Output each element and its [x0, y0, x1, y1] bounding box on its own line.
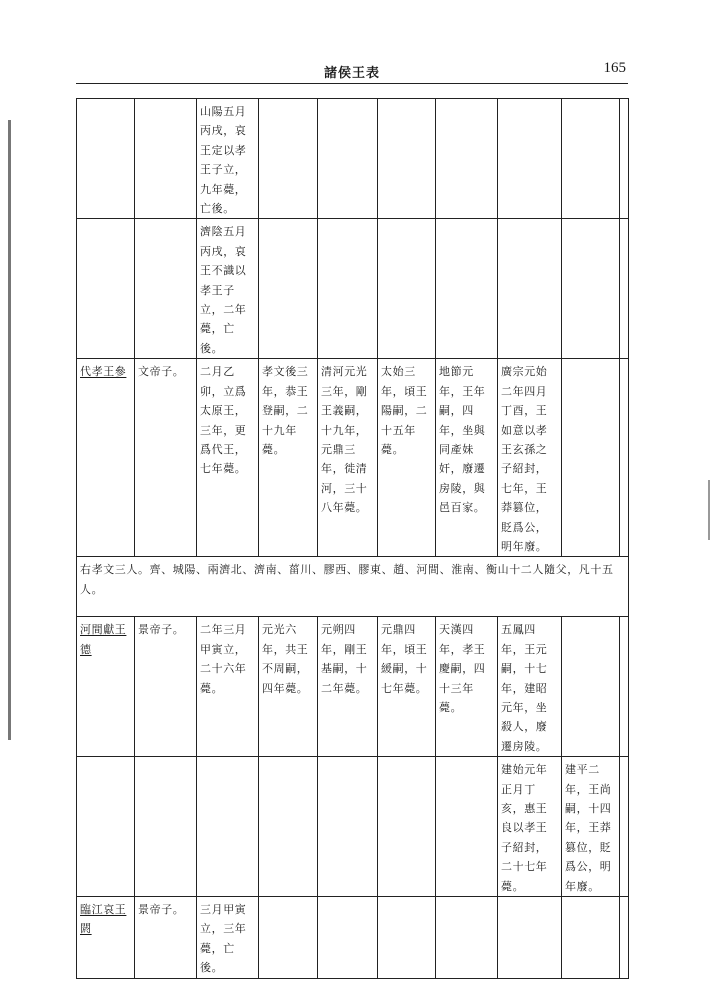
table-cell: 三月甲寅立，三年薨，亡後。 [197, 897, 259, 979]
table-cell [318, 219, 378, 359]
page-header [76, 58, 628, 86]
table-cell: 五鳳四年，王元嗣，十七年，建昭元年，坐殺人，廢遷房陵。 [498, 617, 562, 757]
table-cell: 元鼎四年，頃王緩嗣，十七年薨。 [378, 617, 436, 757]
table-cell [259, 897, 318, 979]
table-cell: 清河元光三年，剛王義嗣，十九年，元鼎三年，徙清河，三十八年薨。 [318, 359, 378, 557]
table-cell [77, 757, 135, 897]
table-cell [135, 219, 197, 359]
table-row [77, 99, 629, 219]
genealogy-table [76, 98, 629, 979]
table-cell: 地節元年，王年嗣，四年，坐與同產妹奸，廢遷房陵，與邑百家。 [436, 359, 498, 557]
table-cell [562, 897, 620, 979]
table-cell [259, 219, 318, 359]
table-cell [498, 897, 562, 979]
header-rule [76, 83, 628, 84]
table-cell [77, 99, 135, 219]
summary-note: 右孝文三人。齊、城陽、兩濟北、濟南、菑川、膠西、膠東、趙、河間、淮南、衡山十二人隨父，凡十五人。 [77, 557, 629, 617]
table-cell [197, 757, 259, 897]
table-cell: 元光六年，共王不周嗣，四年薨。 [259, 617, 318, 757]
table-cell: 太始三年，頃王陽嗣，二十五年薨。 [378, 359, 436, 557]
table-cell: 建始元年正月丁亥，惠王良以孝王子紹封，二十七年薨。 [498, 757, 562, 897]
table-cell: 臨江哀王閼 [77, 897, 135, 979]
table-cell: 景帝子。 [135, 897, 197, 979]
table-cell [259, 99, 318, 219]
table-cell [378, 99, 436, 219]
table-cell [620, 99, 629, 219]
table-cell [498, 99, 562, 219]
table-cell: 文帝子。 [135, 359, 197, 557]
table-cell [436, 219, 498, 359]
table-cell [562, 219, 620, 359]
table-cell [498, 219, 562, 359]
table-cell [562, 617, 620, 757]
table-cell [318, 897, 378, 979]
table-cell [135, 757, 197, 897]
binding-mark [708, 480, 710, 540]
table-cell [135, 99, 197, 219]
table-cell: 二年三月甲寅立，二十六年薨。 [197, 617, 259, 757]
table-row [77, 557, 629, 617]
table-cell [378, 219, 436, 359]
table-cell [620, 897, 629, 979]
table-cell [378, 897, 436, 979]
binding-edge [8, 120, 11, 740]
table-cell [378, 757, 436, 897]
table-cell [436, 897, 498, 979]
table-cell [620, 617, 629, 757]
table-row [77, 219, 629, 359]
table-cell [436, 757, 498, 897]
table-cell [436, 99, 498, 219]
table-cell [562, 359, 620, 557]
table-cell [318, 757, 378, 897]
table-cell: 天漢四年，孝王慶嗣，四十三年薨。 [436, 617, 498, 757]
table-cell [620, 757, 629, 897]
table-cell: 代孝王參 [77, 359, 135, 557]
table-cell: 山陽五月丙戌，哀王定以孝王子立，九年薨，亡後。 [197, 99, 259, 219]
table-cell: 廣宗元始二年四月丁酉，王如意以孝王玄孫之子紹封，七年，王莽篡位，貶爲公，明年廢。 [498, 359, 562, 557]
table-cell: 濟陰五月丙戌，哀王不識以孝王子立，二年薨，亡後。 [197, 219, 259, 359]
table-row [77, 617, 629, 757]
page-number: 165 [603, 60, 626, 76]
table-cell: 建平二年，王尚嗣，十四年，王莽篡位，貶爲公，明年廢。 [562, 757, 620, 897]
table-cell [620, 219, 629, 359]
table-cell: 二月乙卯，立爲太原王，三年，更爲代王，七年薨。 [197, 359, 259, 557]
table-cell: 景帝子。 [135, 617, 197, 757]
table-cell [620, 359, 629, 557]
table-row [77, 897, 629, 979]
table-cell: 河間獻王德 [77, 617, 135, 757]
table-cell [77, 219, 135, 359]
running-title: 諸侯王表 [323, 66, 380, 81]
table-cell [562, 99, 620, 219]
table-cell [318, 99, 378, 219]
table-row [77, 757, 629, 897]
table-cell: 孝文後三年，恭王登嗣，二十九年薨。 [259, 359, 318, 557]
table-row [77, 359, 629, 557]
table-cell [259, 757, 318, 897]
table-cell: 元朔四年，剛王基嗣，十二年薨。 [318, 617, 378, 757]
